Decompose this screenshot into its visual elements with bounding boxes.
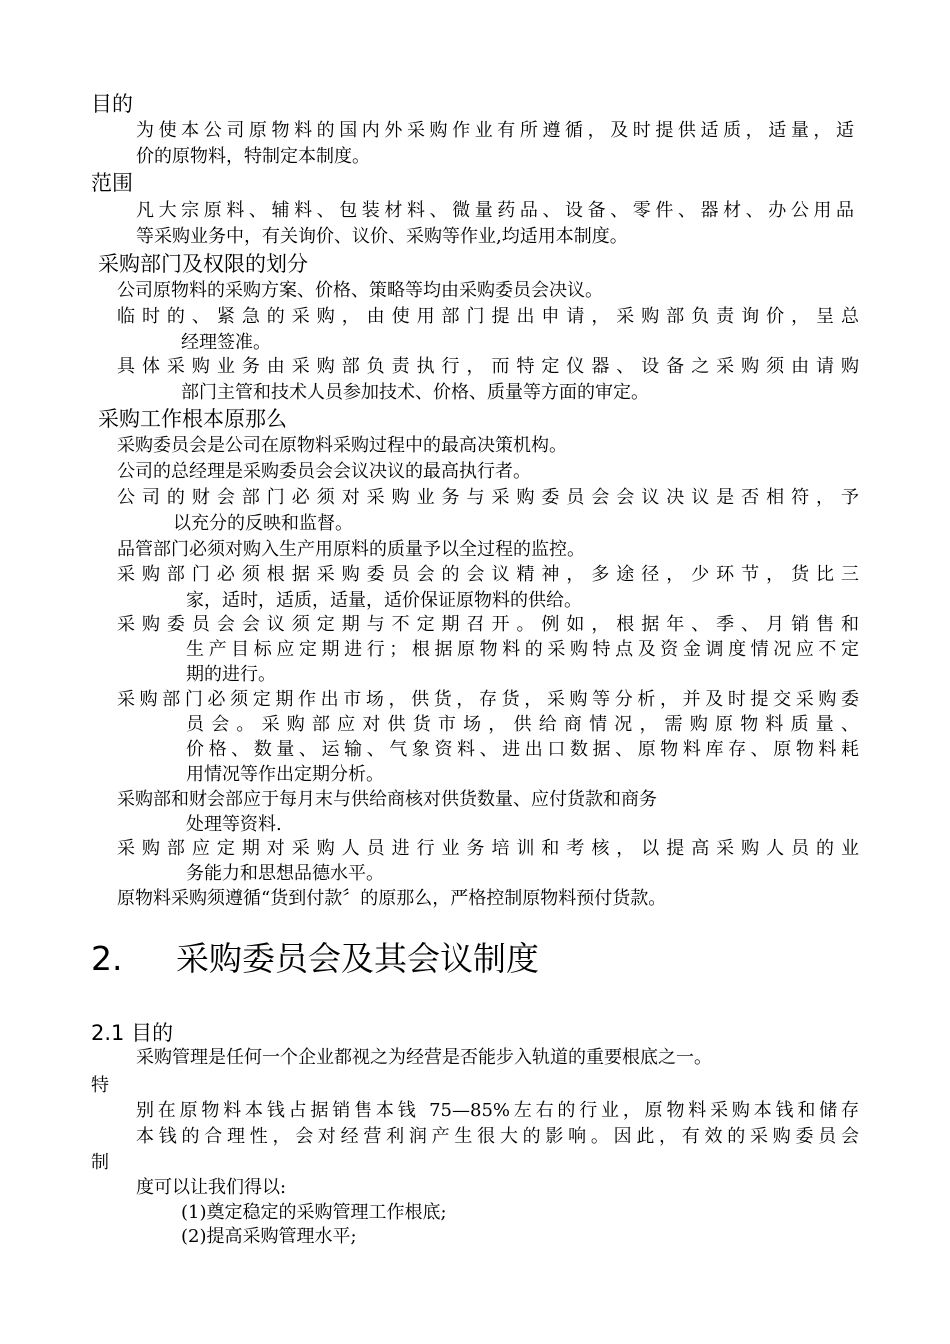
principle-line: 价格、数量、运输、气象资料、进出口数据、原物料库存、原物料耗 <box>186 739 859 760</box>
principle-line: 公司的总经理是采购委员会会议决议的最高执行者。 <box>117 461 531 482</box>
principle-line: 员会。采购部应对供货市场，供给商情况，需购原物料质量、 <box>186 714 859 735</box>
scope-line: 凡大宗原料、辅料、包装材料、微量药品、设备、零件、器材、办公用品 <box>136 200 854 221</box>
principle-line: 采购部和财会部应于每月末与供给商核对供货数量、应付货款和商务 <box>117 789 657 810</box>
chapter2-line: 采购管理是任何一个企业都视之为经营是否能步入轨道的重要根底之一。 <box>136 1047 712 1068</box>
division-line: 公司原物料的采购方案、价格、策略等均由采购委员会决议。 <box>117 280 603 301</box>
chapter-title: 采购委员会及其会议制度 <box>176 939 539 978</box>
chapter2-list-item: (2)提高采购管理水平; <box>181 1226 357 1247</box>
chapter2-line: 制 <box>91 1152 109 1173</box>
division-line: 部门主管和技术人员参加技术、价格、质量等方面的审定。 <box>181 382 649 403</box>
chapter-number: 2. <box>91 939 123 978</box>
principle-line: 生产目标应定期进行；根据原物料的采购特点及资金调度情况应不定 <box>186 639 859 660</box>
heading-principles: 采购工作根本原那么 <box>98 407 287 431</box>
chapter2-line: 别在原物料本钱占据销售本钱 75—85%左右的行业，原物料采购本钱和储存 <box>136 1100 859 1121</box>
chapter2-line: 度可以让我们得以: <box>136 1177 287 1198</box>
scope-line: 等采购业务中，有关询价、议价、采购等作业,均适用本制度。 <box>136 226 628 247</box>
principle-line: 采购部门必须定期作出市场，供货，存货，采购等分析，并及时提交采购委 <box>117 689 859 710</box>
chapter2-line: 本钱的合理性，会对经营利润产生很大的影响。因此，有效的采购委员会 <box>136 1126 859 1147</box>
purpose-line: 为使本公司原物料的国内外采购作业有所遵循，及时提供适质，适量，适 <box>136 120 854 141</box>
heading-scope: 范围 <box>91 171 133 195</box>
principle-line: 处理等资料. <box>186 814 282 835</box>
division-line: 经理签准。 <box>181 332 271 353</box>
principle-line: 采购委员会是公司在原物料采购过程中的最高决策机构。 <box>117 435 567 456</box>
purpose-line: 价的原物料，特制定本制度。 <box>136 146 370 167</box>
chapter2-list-item: (1)奠定稳定的采购管理工作根底; <box>181 1202 447 1223</box>
principle-line: 以充分的反映和监督。 <box>173 513 353 534</box>
principle-line: 公司的财会部门必须对采购业务与采购委员会会议决议是否相符，予 <box>117 487 859 508</box>
principle-line: 务能力和思想品德水平。 <box>186 863 384 884</box>
principle-line: 品管部门必须对购入生产用原料的质量予以全过程的监控。 <box>117 539 585 560</box>
principle-line: 原物料采购须遵循“货到付款〞的原那么，严格控制原物料预付货款。 <box>117 888 667 909</box>
heading-purpose: 目的 <box>91 92 133 116</box>
division-line: 临时的、紧急的采购，由使用部门提出申请，采购部负责询价，呈总 <box>117 306 859 327</box>
sub-heading-purpose: 2.1 目的 <box>91 1021 174 1045</box>
chapter2-line: 特 <box>91 1075 109 1096</box>
principle-line: 采购委员会会议须定期与不定期召开。例如，根据年、季、月销售和 <box>117 614 859 635</box>
division-line: 具体采购业务由采购部负责执行，而特定仪器、设备之采购须由请购 <box>117 356 859 377</box>
principle-line: 家，适时，适质，适量，适价保证原物料的供给。 <box>186 590 582 611</box>
principle-line: 期的进行。 <box>186 664 276 685</box>
heading-division: 采购部门及权限的划分 <box>98 252 308 276</box>
principle-line: 采购部门必须根据采购委员会的会议精神，多途径，少环节，货比三 <box>117 564 859 585</box>
principle-line: 用情况等作出定期分析。 <box>186 764 384 785</box>
principle-line: 采购部应定期对采购人员进行业务培训和考核，以提高采购人员的业 <box>117 838 859 859</box>
